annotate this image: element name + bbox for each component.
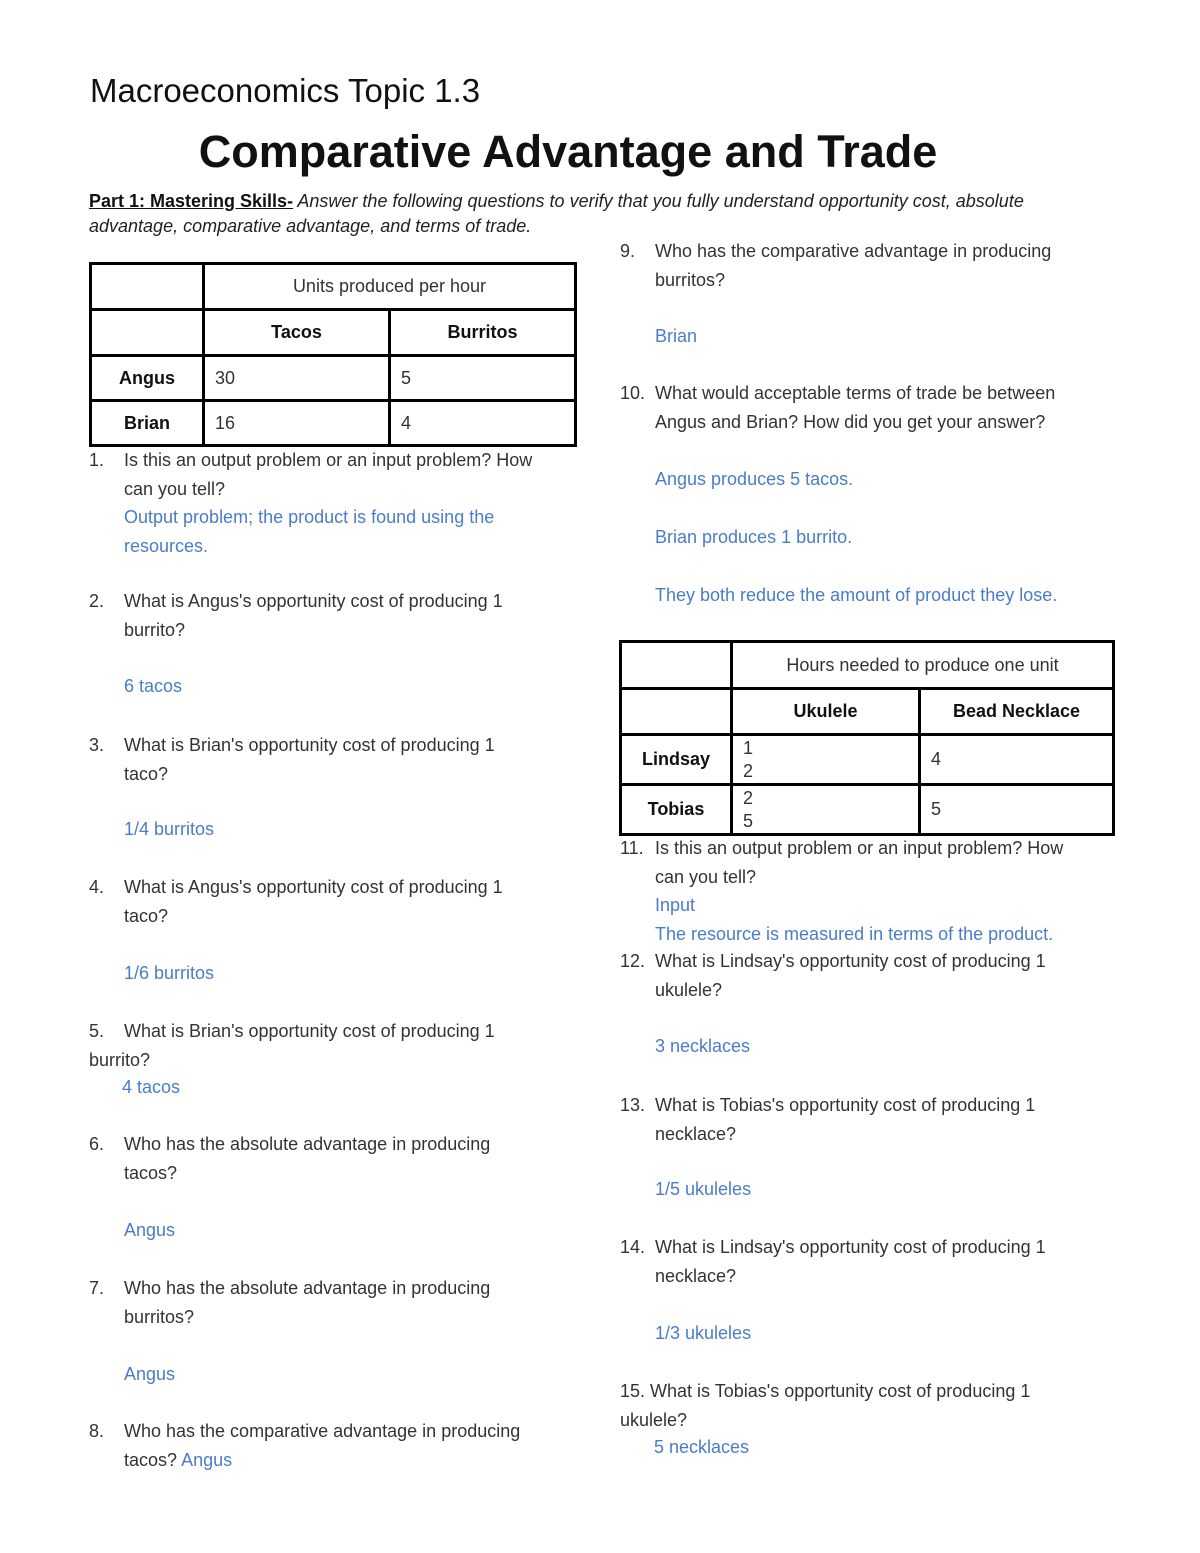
question-8 (89, 1417, 589, 1474)
table2-empty-corner (621, 642, 732, 689)
answer-14: 1/3 ukuleles (655, 1323, 752, 1343)
question-text: burrito? (124, 619, 186, 640)
question-number: 11. (620, 838, 644, 858)
question-number: 6. (89, 1134, 105, 1154)
table1-row-name: Brian (91, 401, 204, 446)
page-title: Comparative Advantage and Trade (198, 126, 938, 177)
question-text: taco? (124, 905, 169, 926)
answer-10b: Brian produces 1 burrito. (655, 527, 853, 547)
question-5 (89, 1017, 589, 1074)
answer-5: 4 tacos (122, 1077, 181, 1097)
question-number: 4. (89, 877, 105, 897)
question-number: 3. (89, 735, 105, 755)
answer-text: Input (655, 895, 696, 915)
answer-8: Angus (181, 1449, 233, 1470)
question-text: taco? (124, 763, 169, 784)
question-text: burrito? (89, 1049, 151, 1070)
units-table (89, 262, 577, 447)
question-text: What is Brian's opportunity cost of producing 1 (124, 1021, 495, 1041)
answer-4: 1/6 burritos (124, 963, 215, 983)
question-number: 5. (89, 1021, 105, 1041)
question-11 (620, 834, 1120, 948)
answer-15: 5 necklaces (654, 1437, 750, 1457)
hours-table (619, 640, 1115, 836)
question-2 (89, 587, 589, 644)
answer-text: Output problem; the product is found using the (124, 507, 495, 527)
question-3 (89, 731, 589, 788)
question-10 (620, 379, 1120, 436)
table1-cell: 16 (204, 401, 390, 446)
table2-empty-cell (621, 689, 732, 735)
question-text: What is Brian's opportunity cost of producing 1 (124, 735, 495, 755)
fraction-denominator: 5 (743, 810, 754, 831)
question-text: Is this an output problem or an input problem? How (655, 838, 1064, 858)
table2-caption: Hours needed to produce one unit (732, 642, 1114, 689)
intro-line-2: advantage, comparative advantage, and terms of trade. (89, 215, 532, 236)
topic-heading: Macroeconomics Topic 1.3 (90, 72, 481, 109)
question-text: tacos? (124, 1449, 178, 1470)
question-text: necklace? (655, 1123, 737, 1144)
table1-row-name: Angus (91, 356, 204, 401)
question-text: What is Tobias's opportunity cost of producing 1 (655, 1095, 1036, 1115)
question-9 (620, 237, 1120, 294)
table1-caption: Units produced per hour (204, 264, 576, 310)
answer-3: 1/4 burritos (124, 819, 215, 839)
question-1 (89, 446, 589, 560)
question-text: Who has the absolute advantage in producing (124, 1278, 491, 1298)
table2-cell: 4 (920, 735, 1114, 785)
question-text: Angus and Brian? How did you get your answer? (655, 411, 1046, 432)
question-text: can you tell? (655, 866, 757, 887)
table1-cell: 4 (390, 401, 576, 446)
intro-paragraph (89, 189, 1049, 238)
answer-13: 1/5 ukuleles (655, 1179, 752, 1199)
question-13 (620, 1091, 1120, 1148)
table2-row-name: Lindsay (621, 735, 732, 785)
question-number: 10. (620, 383, 646, 403)
question-number: 2. (89, 591, 105, 611)
question-text: necklace? (655, 1265, 737, 1286)
table2-fraction-cell (732, 735, 920, 785)
question-text: burritos? (655, 269, 726, 290)
question-text: What is Lindsay's opportunity cost of producing 1 (655, 951, 1046, 971)
question-4 (89, 873, 589, 930)
question-text: What is Tobias's opportunity cost of producing 1 (650, 1381, 1031, 1401)
question-text: What is Lindsay's opportunity cost of producing 1 (655, 1237, 1046, 1257)
question-number: 13. (620, 1095, 646, 1115)
answer-7: Angus (124, 1364, 176, 1384)
fraction-denominator: 2 (743, 760, 754, 781)
table2-fraction-cell (732, 785, 920, 835)
question-number: 15. (620, 1381, 646, 1401)
question-number: 14. (620, 1237, 646, 1257)
answer-2: 6 tacos (124, 676, 183, 696)
table1-cell: 5 (390, 356, 576, 401)
question-text: tacos? (124, 1162, 178, 1183)
table1-empty-cell (91, 310, 204, 356)
table2-cell: 5 (920, 785, 1114, 835)
question-number: 9. (620, 241, 636, 261)
answer-10c: They both reduce the amount of product they lose. (655, 585, 1058, 605)
question-15 (620, 1377, 1120, 1434)
fraction-numerator: 1 (743, 737, 754, 758)
table1-col-tacos: Tacos (204, 310, 390, 356)
intro-line-1: Answer the following questions to verify that you fully understand opportunity cost, absolute (293, 191, 1024, 211)
question-7 (89, 1274, 589, 1331)
question-text: ukulele? (620, 1409, 688, 1430)
question-12 (620, 947, 1120, 1004)
question-number: 1. (89, 450, 105, 470)
question-number: 7. (89, 1278, 105, 1298)
question-text: ukulele? (655, 979, 723, 1000)
intro-label: Part 1: Mastering Skills (89, 191, 288, 211)
question-text: Who has the comparative advantage in producing (124, 1421, 521, 1441)
table2-col-ukulele: Ukulele (732, 689, 920, 735)
intro-dash: - (287, 191, 294, 211)
table1-cell: 30 (204, 356, 390, 401)
question-text: Who has the absolute advantage in producing (124, 1134, 491, 1154)
table1-col-burritos: Burritos (390, 310, 576, 356)
question-text: What is Angus's opportunity cost of producing 1 (124, 591, 503, 611)
question-number: 12. (620, 951, 646, 971)
table2-row-name: Tobias (621, 785, 732, 835)
question-text: can you tell? (124, 478, 226, 499)
question-14 (620, 1233, 1120, 1290)
table1-empty-corner (91, 264, 204, 310)
answer-12: 3 necklaces (655, 1036, 751, 1056)
question-text: What is Angus's opportunity cost of producing 1 (124, 877, 503, 897)
answer-text: The resource is measured in terms of the product. (655, 923, 1054, 944)
answer-6: Angus (124, 1220, 176, 1240)
question-text: What would acceptable terms of trade be between (655, 383, 1056, 403)
question-text: burritos? (124, 1306, 195, 1327)
question-6 (89, 1130, 589, 1187)
answer-9: Brian (655, 326, 698, 346)
question-text: Is this an output problem or an input problem? How (124, 450, 533, 470)
answer-text: resources. (124, 535, 209, 556)
question-text: Who has the comparative advantage in producing (655, 241, 1052, 261)
question-number: 8. (89, 1421, 105, 1441)
answer-10a: Angus produces 5 tacos. (655, 469, 854, 489)
fraction-numerator: 2 (743, 787, 754, 808)
table2-col-necklace: Bead Necklace (920, 689, 1114, 735)
